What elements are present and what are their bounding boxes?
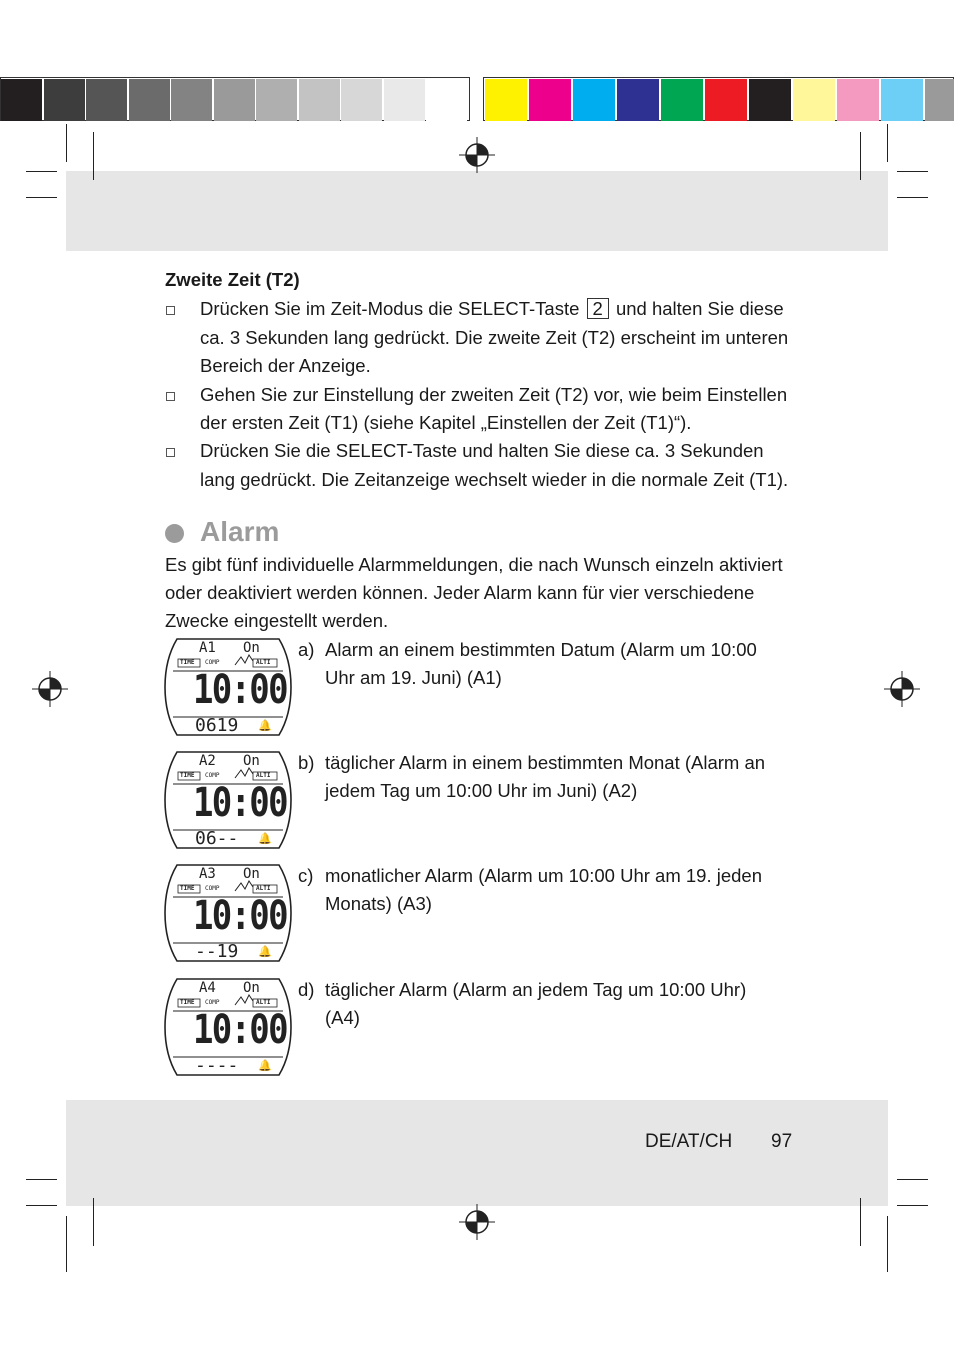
color-swatch bbox=[529, 79, 571, 121]
alarm-bell-icon: 🔔 bbox=[258, 720, 272, 732]
section-dot-icon bbox=[165, 524, 184, 543]
gray-swatch bbox=[171, 79, 212, 121]
color-swatch bbox=[881, 79, 923, 121]
alarm-bell-icon: 🔔 bbox=[258, 833, 272, 845]
watch-status: On bbox=[243, 640, 260, 656]
watch-bottom-value: --19 bbox=[195, 941, 239, 962]
watch-time: 10:00 bbox=[193, 667, 287, 713]
watch-alarm-id: A2 bbox=[199, 753, 216, 769]
watch-alti-label: ALTI bbox=[256, 885, 271, 892]
watch-bottom-value: ---- bbox=[195, 1055, 239, 1076]
bullet-1-text-a: Drücken Sie im Zeit-Modus die SELECT-Taste bbox=[200, 298, 580, 319]
option-letter: c) bbox=[298, 865, 314, 886]
option-line-1: täglicher Alarm (Alarm an jedem Tag um 10:00 Uhr) bbox=[325, 979, 747, 1000]
watch-alti-label: ALTI bbox=[256, 659, 271, 666]
color-swatch bbox=[749, 79, 791, 121]
watch-alarm-id: A3 bbox=[199, 866, 216, 882]
footer-region: DE/AT/CH bbox=[645, 1131, 733, 1152]
color-swatch bbox=[573, 79, 615, 121]
watch-bottom-value: 06-- bbox=[195, 828, 239, 849]
watch-display bbox=[163, 750, 293, 850]
watch-time-label: TIME bbox=[180, 999, 195, 1006]
gray-swatch bbox=[44, 79, 85, 121]
watch-display bbox=[163, 863, 293, 963]
gray-swatch bbox=[341, 79, 382, 121]
alarm-bell-icon: 🔔 bbox=[258, 1060, 272, 1072]
bullet-1-line-1 bbox=[200, 295, 784, 324]
option-line-1: monatlicher Alarm (Alarm um 10:00 Uhr am 19. jeden bbox=[325, 865, 762, 886]
watch-status: On bbox=[243, 753, 260, 769]
watch-comp-label: COMP bbox=[205, 772, 220, 779]
option-line-2: (A4) bbox=[325, 1007, 360, 1028]
bullet-1-line-2: ca. 3 Sekunden lang gedrückt. Die zweite Zeit (T2) erscheint im unteren bbox=[200, 327, 789, 348]
registration-mark-top-icon bbox=[459, 137, 495, 173]
gray-swatch bbox=[129, 79, 170, 121]
bullet-1-line-3: Bereich der Anzeige. bbox=[200, 355, 371, 376]
option-line-1: Alarm an einem bestimmten Datum (Alarm um 10:00 bbox=[325, 639, 757, 660]
section-heading-t2: Zweite Zeit (T2) bbox=[165, 269, 300, 290]
watch-comp-label: COMP bbox=[205, 999, 220, 1006]
color-swatch bbox=[837, 79, 879, 121]
color-swatch bbox=[661, 79, 703, 121]
watch-time: 10:00 bbox=[193, 1007, 287, 1053]
alarm-intro-line-3: Zwecke eingestellt werden. bbox=[165, 610, 389, 631]
section-heading-alarm: Alarm bbox=[200, 516, 280, 547]
color-swatch bbox=[925, 79, 954, 121]
option-letter: b) bbox=[298, 752, 315, 773]
watch-comp-label: COMP bbox=[205, 659, 220, 666]
color-swatch bbox=[705, 79, 747, 121]
gray-swatch bbox=[299, 79, 340, 121]
option-line-2: Uhr am 19. Juni) (A1) bbox=[325, 667, 502, 688]
bullet-2-line-2: der ersten Zeit (T1) (siehe Kapitel „Einstellen der Zeit (T1)“). bbox=[200, 412, 692, 433]
option-line-1: täglicher Alarm in einem bestimmten Monat (Alarm an bbox=[325, 752, 766, 773]
gray-swatch bbox=[426, 79, 467, 121]
bullet-3-line-2: lang gedrückt. Die Zeitanzeige wechselt wieder in die normale Zeit (T1). bbox=[200, 469, 789, 490]
watch-time-label: TIME bbox=[180, 885, 195, 892]
watch-time: 10:00 bbox=[193, 780, 287, 826]
watch-time-label: TIME bbox=[180, 659, 195, 666]
bullet-1-text-b: und halten Sie diese bbox=[615, 298, 784, 319]
watch-display bbox=[163, 977, 293, 1077]
option-line-2: Monats) (A3) bbox=[325, 893, 432, 914]
alarm-bell-icon: 🔔 bbox=[258, 946, 272, 958]
option-letter: a) bbox=[298, 639, 315, 660]
alarm-intro-line-1: Es gibt fünf individuelle Alarmmeldungen, die nach Wunsch einzeln aktiviert bbox=[165, 554, 783, 575]
bullet-checkbox-icon bbox=[166, 306, 175, 315]
watch-time-label: TIME bbox=[180, 772, 195, 779]
watch-alarm-id: A4 bbox=[199, 980, 216, 996]
watch-alti-label: ALTI bbox=[256, 772, 271, 779]
gray-swatch bbox=[1, 79, 42, 121]
color-swatch bbox=[793, 79, 835, 121]
gray-swatch bbox=[256, 79, 297, 121]
option-letter: d) bbox=[298, 979, 315, 1000]
gray-swatch bbox=[384, 79, 425, 121]
watch-alarm-id: A1 bbox=[199, 640, 216, 656]
watch-comp-label: COMP bbox=[205, 885, 220, 892]
bullet-checkbox-icon bbox=[166, 448, 175, 457]
bullet-3-line-1: Drücken Sie die SELECT-Taste und halten Sie diese ca. 3 Sekunden bbox=[200, 440, 764, 461]
alarm-intro-line-2: oder deaktiviert werden können. Jeder Alarm kann für vier verschiedene bbox=[165, 582, 755, 603]
watch-status: On bbox=[243, 980, 260, 996]
watch-time: 10:00 bbox=[193, 893, 287, 939]
color-swatch bbox=[617, 79, 659, 121]
registration-mark-left-icon bbox=[32, 671, 68, 707]
color-swatch bbox=[485, 79, 527, 121]
bullet-checkbox-icon bbox=[166, 392, 175, 401]
option-line-2: jedem Tag um 10:00 Uhr im Juni) (A2) bbox=[325, 780, 638, 801]
watch-alti-label: ALTI bbox=[256, 999, 271, 1006]
select-key-badge: 2 bbox=[587, 298, 609, 319]
header-band bbox=[66, 171, 888, 251]
bullet-2-line-1: Gehen Sie zur Einstellung der zweiten Zeit (T2) vor, wie beim Einstellen bbox=[200, 384, 788, 405]
registration-mark-bottom-icon bbox=[459, 1204, 495, 1240]
gray-swatch bbox=[86, 79, 127, 121]
footer-band bbox=[66, 1100, 888, 1206]
watch-bottom-value: 0619 bbox=[195, 715, 239, 736]
gray-swatch bbox=[214, 79, 255, 121]
footer-page-number: 97 bbox=[771, 1131, 793, 1152]
watch-display bbox=[163, 637, 293, 737]
watch-status: On bbox=[243, 866, 260, 882]
registration-mark-right-icon bbox=[884, 671, 920, 707]
